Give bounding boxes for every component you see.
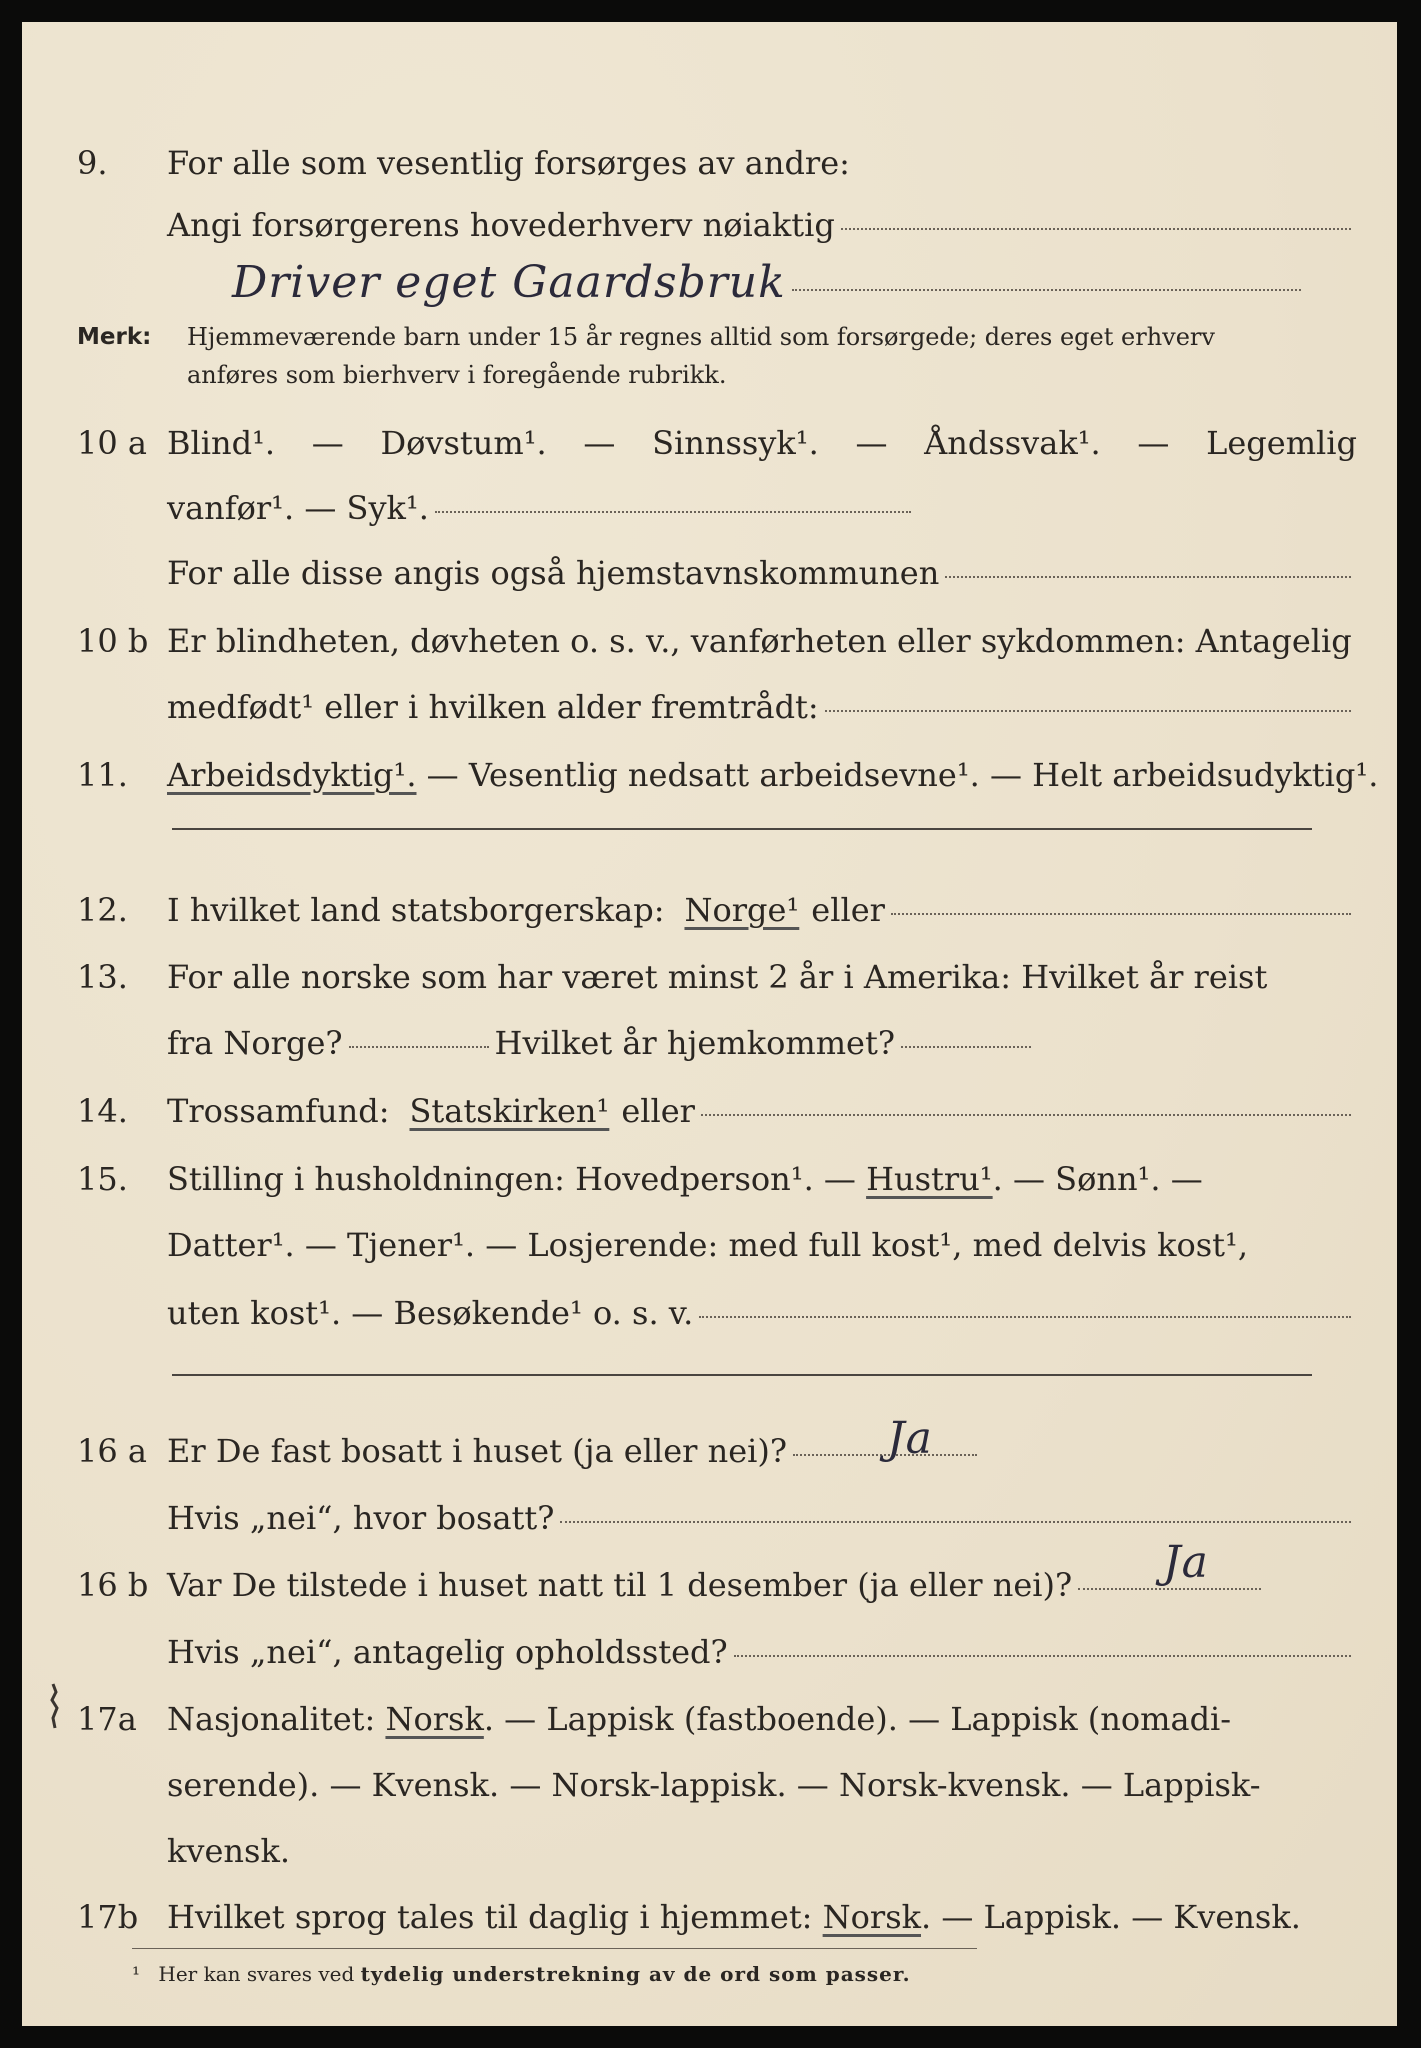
divider-line xyxy=(172,828,1312,830)
option-8: Legemlig xyxy=(1206,424,1357,462)
handwritten-answer[interactable]: Driver eget Gaardsbruk xyxy=(232,257,786,308)
answer-line xyxy=(945,576,1351,578)
option-statskirken-underlined[interactable]: Statskirken¹ xyxy=(409,1092,610,1130)
option-0: Blind¹. xyxy=(167,424,276,462)
option-6: Åndssvak¹. xyxy=(924,424,1101,462)
question-number: 10 b xyxy=(77,622,149,660)
question-text: Var De tilstede i huset natt til 1 desember (ja eller nei)? xyxy=(167,1566,1073,1604)
divider-line xyxy=(172,1374,1312,1376)
option-norsk-underlined[interactable]: Norsk xyxy=(822,1898,921,1936)
option-norsk-underlined[interactable]: Norsk xyxy=(385,1700,484,1738)
question-number: 17a xyxy=(77,1700,137,1738)
question-text: vanfør¹. — Syk¹. xyxy=(167,489,429,527)
option-hustru-underlined[interactable]: Hustru¹ xyxy=(866,1160,993,1198)
question-number: 12. xyxy=(77,891,128,929)
question-text: Trossamfund: xyxy=(167,1092,390,1130)
option-arbeidsdyktig-underlined[interactable]: Arbeidsdyktig¹. xyxy=(167,756,417,794)
answer-line xyxy=(891,913,1351,915)
question-number: 15. xyxy=(77,1160,128,1198)
option-1: — xyxy=(311,424,344,462)
question-text: For alle norske som har været minst 2 år i Amerika: Hvilket år reist xyxy=(167,958,1268,996)
question-text: Angi forsørgerens hovederhverv nøiaktig xyxy=(167,206,835,244)
note-text: Hjemmeværende barn under 15 år regnes alltid som forsørgede; deres eget erhverv anføres som bierhverv i foregående rubrikk. xyxy=(187,323,1215,389)
footnote: ¹ Her kan svares ved tydelig understrekning av de ord som passer. xyxy=(132,1962,911,1986)
option-norge-underlined[interactable]: Norge¹ xyxy=(684,891,800,929)
question-number: 11. xyxy=(77,756,128,794)
handwritten-answer[interactable]: Ja xyxy=(887,1413,933,1464)
census-form-page: 9. For alle som vesentlig forsørges av andre: Angi forsørgerens hovederhverv nøiaktig Driver eget Gaardsbruk Merk: Hjemmeværende barn under 15 år regnes alltid som forsørgede; deres eget erhverv anføres som bierhverv i foregående rubrikk. 10 a Blind¹. — Døvstum¹. — Sinnssyk¹. — Åndssvak¹. — Legemlig vanfør¹. — Syk¹. For alle disse angis også hjemstavnskommunen 10 b Er blindheten, døvheten o. s. v., vanførheten eller sykdommen: Antagelig medfødt¹ eller i hvilken alder fremtrådt: 11. Arbeidsdyktig¹. — Vesentlig nedsatt arbeidsevne¹. — Helt arbeidsudyktig¹. 12. I hvilket land statsborgerskap: Norge¹ eller 13. For alle norske som har været minst 2 år i Amerika: Hvilket år reist fra Norge? Hvilket år hjemkommet? 14. Trossamfund: Statskirken¹ eller 15. Stilling i husholdningen: Hovedperson¹. — Hustru¹ . — Sønn¹. — Datter¹. — Tjener¹. — Losjerende: med full kost¹, med delvis kost¹, uten kost¹. — Besøkende¹ o. s. v. 16 a Er De fast bosatt i huset (ja eller nei)? Ja Hvis „nei“, hvor bosatt? 16 b Var De tilstede i huset natt til 1 desember (ja eller nei)? Ja Hvis „nei“, antagelig opholdssted? 17a Nasjonalitet: Norsk . — Lappisk (fastboende). — Lappisk (nomadi- serende). — Kvensk. — Norsk-lappisk. — Norsk-kvensk. — Lappisk- kvensk. 17b Hvilket sprog tales til daglig i hjemmet: Norsk . — Lappisk. — Kvensk. ¹ Her kan svares ved tydelig understrekning av de ord som passer. xyxy=(22,22,1397,2026)
answer-line xyxy=(560,1521,1351,1523)
handwritten-answer[interactable]: Ja xyxy=(1163,1537,1209,1588)
answer-line xyxy=(825,710,1351,712)
question-text: medfødt¹ eller i hvilken alder fremtrådt: xyxy=(167,688,819,726)
question-number: 14. xyxy=(77,1092,128,1130)
question-number: 16 b xyxy=(77,1566,149,1604)
option-3: — xyxy=(583,424,616,462)
answer-line xyxy=(701,1114,1351,1116)
answer-line-hjemkommet xyxy=(901,1046,1031,1048)
question-number: 17b xyxy=(77,1898,139,1936)
question-number: 9. xyxy=(77,144,108,182)
footnote-divider xyxy=(132,1948,977,1949)
question-text xyxy=(167,410,1357,476)
question-number: 16 a xyxy=(77,1432,147,1470)
option-5: — xyxy=(855,424,888,462)
question-text: Er blindheten, døvheten o. s. v., vanførheten eller sykdommen: Antagelig xyxy=(167,622,1352,660)
answer-line xyxy=(792,289,1301,291)
question-text: For alle disse angis også hjemstavnskommunen xyxy=(167,554,940,592)
footnote-marker: ¹ xyxy=(132,1962,141,1986)
question-text: For alle som vesentlig forsørges av andre: xyxy=(167,144,850,182)
question-number: 13. xyxy=(77,958,128,996)
question-number: 10 a xyxy=(77,424,147,462)
option-7: — xyxy=(1137,424,1170,462)
option-2: Døvstum¹. xyxy=(380,424,547,462)
answer-line xyxy=(699,1316,1351,1318)
note-label: Merk: xyxy=(77,324,152,350)
ink-smudge-icon xyxy=(44,1682,62,1732)
answer-line xyxy=(793,1454,977,1456)
answer-line xyxy=(435,511,911,513)
question-text: I hvilket land statsborgerskap: xyxy=(167,891,665,929)
question-text: — Vesentlig nedsatt arbeidsevne¹. — Helt arbeidsudyktig¹. xyxy=(416,756,1379,794)
option-4: Sinnssyk¹. xyxy=(652,424,819,462)
answer-line xyxy=(841,228,1351,230)
answer-line-reist xyxy=(349,1046,489,1048)
question-text: Er De fast bosatt i huset (ja eller nei)? xyxy=(167,1432,788,1470)
answer-line xyxy=(734,1655,1351,1657)
